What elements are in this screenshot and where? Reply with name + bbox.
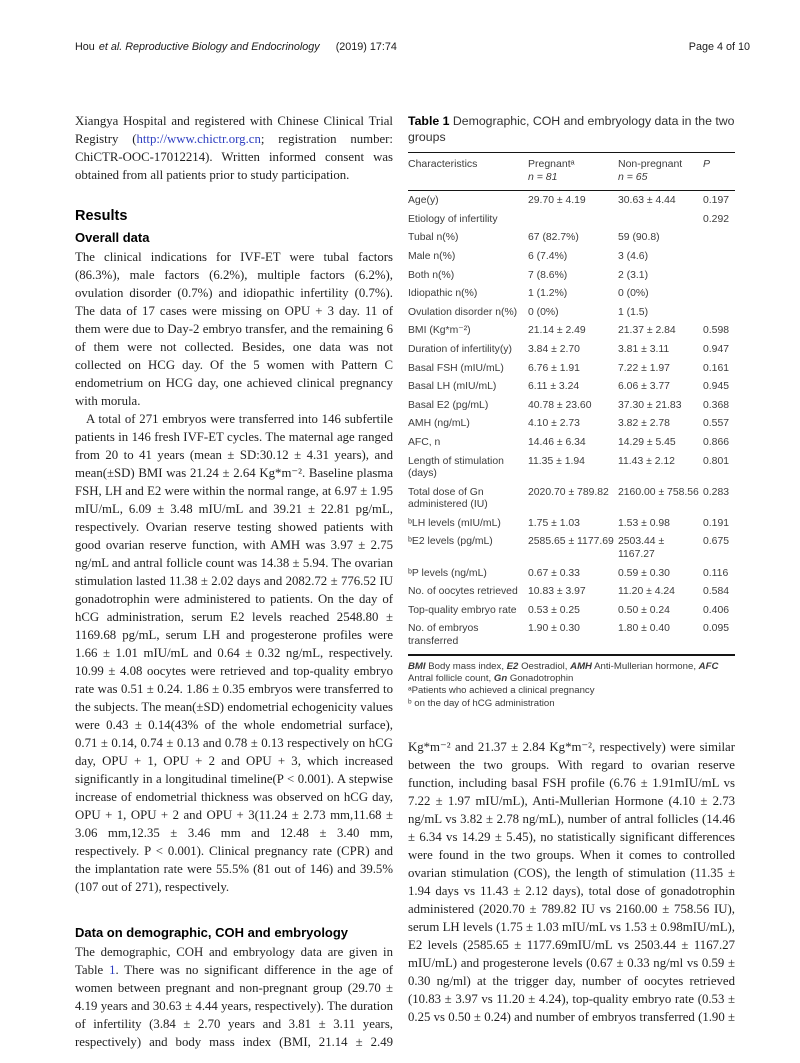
table-row [408, 211, 735, 230]
table-1-reference-link[interactable]: 1 [109, 963, 116, 977]
demographic-text-post: . There was no significant difference in the age of women between pregnant and non-pregnant group (29.70 ± 4.19 years and 30.63 ± 4.44 years, respectively). The duration of infertility (3.84 ± 2.70 years and 3.81 ± 3.11 years, respectively) and body mass index (BMI, 21.14 ± 2.49 [75, 963, 393, 1049]
row-label: Age(y) [408, 195, 439, 207]
nonpregnant-value: 0 (0%) [618, 288, 649, 300]
nonpregnant-value: 1.53 ± 0.98 [618, 517, 670, 529]
nonpregnant-value: 0.59 ± 0.30 [618, 567, 670, 579]
running-head-author: Hou [75, 41, 95, 53]
row-label: ᵇLH levels (mIU/mL) [408, 517, 501, 529]
table-row [408, 533, 735, 564]
abbreviation-term: AMH [570, 660, 592, 672]
row-label: No. of oocytes retrieved [408, 586, 518, 598]
table-row [408, 620, 735, 651]
row-label: Duration of infertility(y) [408, 343, 512, 355]
abbreviation-definition: Gonadotrophin [507, 673, 574, 685]
column-header-characteristics: Characteristics [408, 158, 478, 171]
row-label: ᵇE2 levels (pg/mL) [408, 536, 493, 548]
results-heading: Results [75, 208, 128, 224]
nonpregnant-value: 1 (1.5) [618, 306, 649, 318]
pregnant-value: 1 (1.2%) [528, 288, 568, 300]
p-value: 0.945 [703, 381, 730, 393]
p-value [703, 251, 735, 264]
nonpregnant-value: 3.81 ± 3.11 [618, 343, 670, 355]
nonpregnant-value: 0.50 ± 0.24 [618, 604, 670, 616]
p-value: 0.675 [703, 536, 730, 548]
pregnant-value: 1.75 ± 1.03 [528, 517, 580, 529]
row-label: Length of stimulation (days) [408, 455, 504, 480]
row-label: Male n(%) [408, 250, 456, 262]
column-header-nonpregnant [618, 158, 703, 184]
p-value: 0.197 [703, 195, 730, 207]
table-row [408, 565, 735, 584]
abbreviation-term: AFC [698, 660, 719, 672]
nonpregnant-value: 7.22 ± 1.97 [618, 362, 670, 374]
p-value: 0.557 [703, 418, 730, 430]
pregnant-value: 40.78 ± 23.60 [528, 399, 592, 411]
table-row [408, 267, 735, 286]
footnote-abbreviations [408, 661, 735, 686]
nonpregnant-value: 11.20 ± 4.24 [618, 586, 675, 598]
intro-text-post: ; registration number: ChiCTR-OOC-17012214). Written informed consent was obtained from all patients prior to study participation. [75, 132, 393, 182]
row-label: Top-quality embryo rate [408, 604, 517, 616]
table-1 [408, 114, 735, 710]
p-value [703, 307, 735, 320]
row-label: Basal FSH (mIU/mL) [408, 362, 504, 374]
row-label: Ovulation disorder n(%) [408, 306, 518, 318]
pregnant-value: 11.35 ± 1.94 [528, 455, 585, 467]
demographic-text-pre: The demographic, COH and embryology data are given in Table [75, 945, 393, 977]
p-value: 0.866 [703, 436, 730, 448]
row-label: Tubal n(%) [408, 232, 459, 244]
nonpregnant-value: 21.37 ± 2.84 [618, 325, 676, 337]
table-row [408, 322, 735, 341]
intro-text-pre: Xiangya Hospital and registered with Chinese Clinical Trial Registry ( [75, 114, 393, 146]
p-value: 0.116 [703, 567, 729, 579]
pregnant-value: 6.11 ± 3.24 [528, 381, 580, 393]
table-row [408, 453, 735, 484]
pregnant-value: 4.10 ± 2.73 [528, 418, 580, 430]
abbreviation-term: E2 [506, 660, 519, 672]
paragraph-continuation: Kg*m⁻² and 21.37 ± 2.84 Kg*m⁻², respectively) were similar between the two groups. With regard to ovarian reserve function, including basal FSH profile (6.76 ± 1.91mIU/mL vs 7.22 ± 1.97 mIU/mL), Anti-Mullerian Hormone (4.10 ± 2.73 ng/mL vs 3.82 ± 2.78 ng/mL), number of antral follicles (14.46 ± 6.34 vs 14.29 ± 5.45), no statistically significant differences were found in the two groups. When it comes to controlled ovarian stimulation (COS), the length of stimulation (11.35 ± 1.94 days vs 11.43 ± 2.12 days), total dose of gonadotrophin administered (2020.70 ± 789.82 IU vs 2160.00 ± 758.56 IU), serum LH levels (1.75 ± 1.03 mIU/mL vs 1.53 ± 0.98mIU/mL), E2 levels (2585.65 ± 1177.69mIU/mL vs 2503.44 ± 1167.27 mIU/mL) and progesterone levels (0.67 ± 0.33 ng/ml vs 0.59 ± 0.30 ng/ml) at the trigger day, number of oocytes retrieved (10.83 ± 3.97 vs 11.20 ± 4.24), top-quality embryo rate (0.53 ± 0.25 vs 0.50 ± 0.24) and number of embryos transferred (1.90 ± [408, 740, 735, 1025]
nonpregnant-value: 2503.44 ± 1167.27 [618, 536, 665, 561]
nonpregnant-value: 3 (4.6) [618, 250, 649, 262]
row-label: Idiopathic n(%) [408, 288, 478, 300]
pregnant-value: 29.70 ± 4.19 [528, 195, 586, 207]
column-header-nonpregnant-n: n = 65 [618, 171, 648, 184]
row-label: Both n(%) [408, 269, 455, 281]
table-row [408, 360, 735, 379]
table-row [408, 285, 735, 304]
nonpregnant-value: 11.43 ± 2.12 [618, 455, 675, 467]
footnote-b: ᵇ on the day of hCG administration [408, 697, 555, 709]
pregnant-value: 67 (82.7%) [528, 232, 579, 244]
table-row [408, 515, 735, 534]
table-row [408, 484, 735, 515]
table-caption [408, 114, 735, 145]
table-row [408, 304, 735, 323]
running-head [75, 41, 397, 54]
nonpregnant-value: 30.63 ± 4.44 [618, 195, 676, 207]
running-head-citation: (2019) 17:74 [335, 41, 397, 53]
p-value: 0.598 [703, 325, 730, 337]
table-body [408, 191, 735, 655]
nonpregnant-value: 37.30 ± 21.83 [618, 399, 682, 411]
nonpregnant-value: 6.06 ± 3.77 [618, 381, 670, 393]
pregnant-value: 0 (0%) [528, 306, 559, 318]
p-value: 0.584 [703, 586, 730, 598]
pregnant-value: 6.76 ± 1.91 [528, 362, 580, 374]
abbreviation-term: Gn [493, 673, 508, 685]
row-label: BMI (Kg*m⁻²) [408, 325, 471, 337]
nonpregnant-value [618, 214, 703, 227]
paragraph-demographic [75, 943, 393, 1051]
row-label: No. of embryos transferred [408, 623, 479, 648]
pregnant-value: 2585.65 ± 1177.69 [528, 536, 614, 548]
p-value [703, 232, 735, 245]
row-label: Total dose of Gn administered (IU) [408, 486, 488, 511]
abbreviation-definition: Anti-Mullerian hormone, [592, 660, 699, 672]
pregnant-value: 14.46 ± 6.34 [528, 436, 586, 448]
nonpregnant-value: 2160.00 ± 758.56 [618, 486, 699, 498]
table-row [408, 341, 735, 360]
table-caption-text: Demographic, COH and embryology data in the two groups [408, 114, 735, 144]
table-row [408, 583, 735, 602]
page-number: Page 4 of 10 [688, 41, 750, 53]
p-value: 0.283 [703, 486, 730, 498]
pregnant-value: 21.14 ± 2.49 [528, 325, 586, 337]
table-row [408, 229, 735, 248]
overall-data-heading: Overall data [75, 230, 150, 245]
column-header-nonpregnant-label: Non-pregnant [618, 158, 683, 171]
table-row [408, 602, 735, 621]
table-caption-label: Table 1 [408, 114, 450, 128]
page-header [75, 41, 750, 54]
paragraph-overall-1: The clinical indications for IVF-ET were tubal factors (86.3%), male factors (6.2%), multiple factors (6.2%), ovulation disorder (0.7%) and idiopathic infertility (0.7%). The data of 17 cases were missing on OPU + 3 day. 11 of them were due to Day-2 embryo transfer, and the remaining 6 of them were not collected. Besides, one data was not collected on HCG day. Of the 5 women with Pattern C endometrium on HCG day, one achieved clinical pregnancy with morula. [75, 250, 393, 408]
row-label: Etiology of infertility [408, 213, 498, 225]
footnote-a: ᵃPatients who achieved a clinical pregnancy [408, 685, 595, 697]
nonpregnant-value: 59 (90.8) [618, 232, 660, 244]
pregnant-value: 3.84 ± 2.70 [528, 343, 580, 355]
abbreviation-definition: Oestradiol, [518, 660, 571, 672]
table-header-row [408, 152, 735, 191]
row-label: Basal E2 (pg/mL) [408, 399, 489, 411]
pregnant-value: 10.83 ± 3.97 [528, 586, 586, 598]
table-row [408, 378, 735, 397]
row-label: AMH (ng/mL) [408, 418, 470, 430]
p-value [703, 270, 735, 283]
row-label: ᵇP levels (ng/mL) [408, 567, 487, 579]
table-row [408, 397, 735, 416]
row-label: Basal LH (mIU/mL) [408, 381, 497, 393]
p-value: 0.406 [703, 604, 730, 616]
right-column [408, 114, 735, 1060]
abbreviation-definition: Antral follicle count, [408, 673, 494, 685]
table-row [408, 192, 735, 211]
nonpregnant-value: 2 (3.1) [618, 269, 649, 281]
nonpregnant-value: 1.80 ± 0.40 [618, 623, 670, 635]
paragraph-trial-registry [75, 112, 393, 184]
left-column [75, 112, 393, 1058]
p-value: 0.161 [703, 362, 730, 374]
abbreviation-definition: Body mass index, [425, 660, 507, 672]
pregnant-value: 7 (8.6%) [528, 269, 568, 281]
column-header-p-value: P [703, 158, 711, 171]
p-value: 0.292 [703, 213, 730, 225]
p-value: 0.095 [703, 623, 730, 635]
pregnant-value: 0.53 ± 0.25 [528, 604, 580, 616]
nonpregnant-value: 3.82 ± 2.78 [618, 418, 670, 430]
pregnant-value: 0.67 ± 0.33 [528, 567, 580, 579]
demographic-heading: Data on demographic, COH and embryology [75, 925, 349, 940]
p-value: 0.191 [703, 517, 730, 529]
column-header-pregnant [528, 158, 618, 184]
pregnant-value: 6 (7.4%) [528, 250, 568, 262]
p-value: 0.801 [703, 455, 730, 467]
chictr-url-link[interactable]: http://www.chictr.org.cn [136, 132, 261, 146]
table-row [408, 415, 735, 434]
pregnant-value [528, 214, 618, 227]
pregnant-value: 2020.70 ± 789.82 [528, 486, 609, 498]
p-value: 0.368 [703, 399, 730, 411]
nonpregnant-value: 14.29 ± 5.45 [618, 436, 676, 448]
row-label: AFC, n [408, 436, 441, 448]
p-value [703, 288, 735, 301]
paragraph-overall-2: A total of 271 embryos were transferred into 146 subfertile patients in 146 fresh IVF-ET cycles. The maternal age ranged from 20 to 41 years (mean ± SD:30.12 ± 4.31 years), and mean(±SD) BMI was 21.24 ± 2.64 Kg*m⁻². Baseline plasma FSH, LH and E2 were within the normal range, at 6.97 ± 1.95 mIU/mL, 6.09 ± 3.48 mIU/mL and 39.21 ± 22.81 pg/mL, respectively. Ovarian reserve testing showed patients with good ovarian reserve function, with AMH was 3.97 ± 2.75 ng/mL and antral follicle count was 14.38 ± 5.94. The ovarian stimulation lasted 11.38 ± 2.02 days and 2082.72 ± 776.52 IU gonadotrophin were administered to patients. On the day of hCG administration, serum E2 levels reached 2548.80 ± 1169.68 pg/mL, serum LH and progesterone profiles were 1.66 ± 1.01 mIU/mL and 0.64 ± 0.32 ng/mL, respectively. 10.99 ± 4.08 oocytes were retrieved and top-quality embryo rate was 0.51 ± 0.24. 1.86 ± 0.35 embryos were transferred to the subjects. The mean(±SD) endometrial echogenicity values were 0.43 ± 0.14(43% of the whole endometrial surface), 0.71 ± 0.14, 0.74 ± 0.13 and 0.78 ± 0.13 respectively on hCG day, OPU + 1, OPU + 2 and OPU + 3, which increased significantly in a longitudinal timeline(P < 0.001). A stepwise increase of endometrial thickness was observed on hCG day, OPU + 1, OPU + 2 and OPU + 3(11.24 ± 2.73 mm,11.68 ± 3.06 mm,12.35 ± 3.46 mm and 12.48 ± 3.40 mm, respectively. P < 0.001). Clinical pregnancy rate (CPR) and the implantation rate were 55.5% (81 out of 146) and 39.5% (107 out of 271), respectively. [75, 412, 393, 894]
pregnant-value: 1.90 ± 0.30 [528, 623, 580, 635]
running-head-journal: et al. Reproductive Biology and Endocrinology [98, 41, 320, 53]
table-footnotes [408, 661, 735, 711]
table-row [408, 248, 735, 267]
abbreviation-term: BMI [408, 660, 426, 672]
table-row [408, 434, 735, 453]
column-header-pregnant-label: Pregnantᵃ [528, 158, 575, 171]
p-value: 0.947 [703, 343, 730, 355]
column-header-pregnant-n: n = 81 [528, 171, 558, 184]
